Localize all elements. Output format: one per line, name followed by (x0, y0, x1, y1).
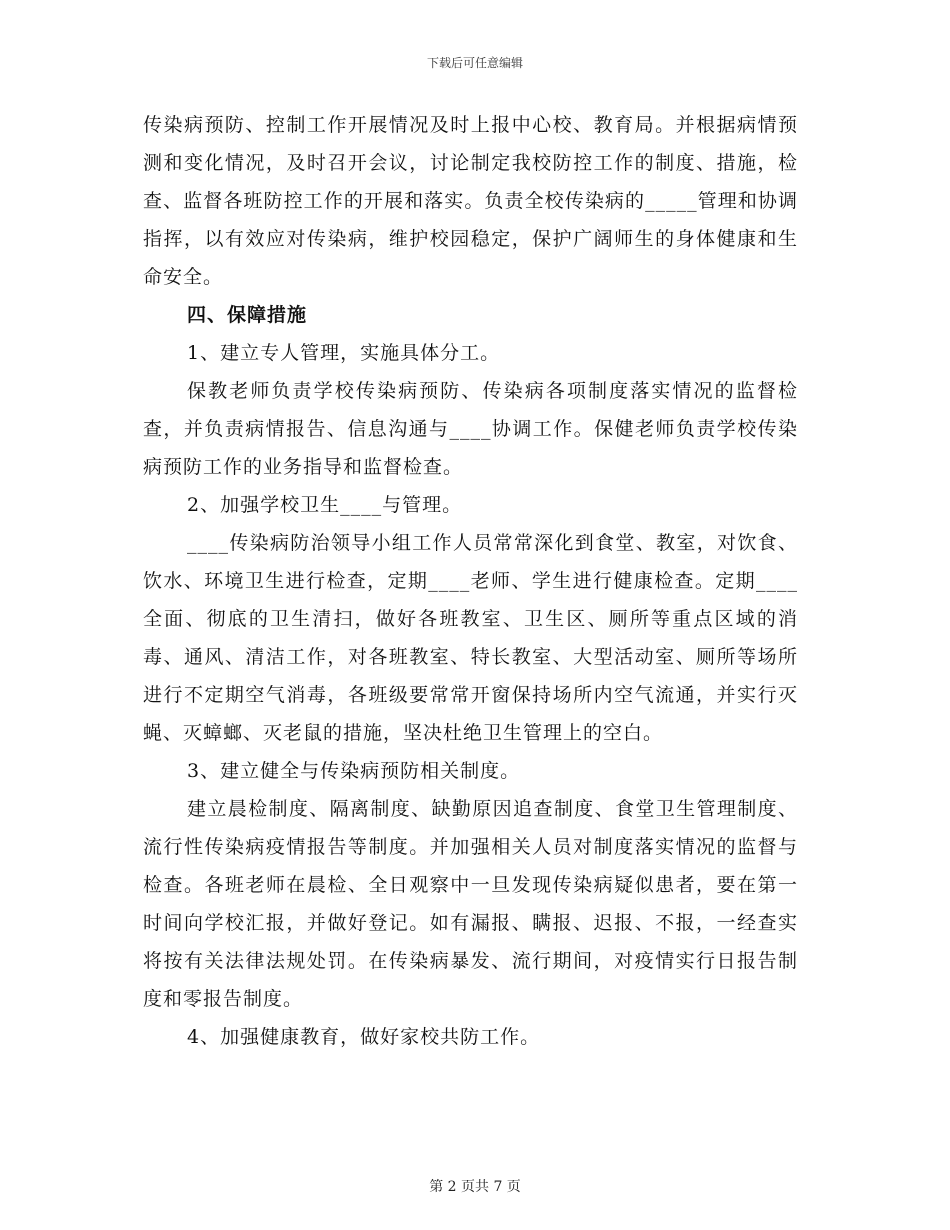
page-header: 下载后可任意编辑 (426, 56, 523, 70)
section-heading: 四、保障措施 (187, 304, 308, 326)
subheading-4: 4、加强健康教育，做好家校共防工作。 (187, 1026, 541, 1048)
document-body (143, 106, 798, 1056)
paragraph-continuation: 传染病预防、控制工作开展情况及时上报中心校、教育局。并根据病情预测和变化情况，及时召开会议，讨论制定我校防控工作的制度、措施，检查、监督各班防控工作的开展和落实。负责全校传染病的_____管理和协调指挥，以有效应对传染病，维护校园稳定，保护广阔师生的身体健康和生命安全。 (143, 114, 798, 288)
subheading-1: 1、建立专人管理，实施具体分工。 (187, 342, 501, 364)
page-number: 第 2 页共 7 页 (429, 1179, 521, 1195)
paragraph-1: 保教老师负责学校传染病预防、传染病各项制度落实情况的监督检查，并负责病情报告、信息沟通与____协调工作。保健老师负责学校传染病预防工作的业务指导和监督检查。 (143, 380, 798, 478)
paragraph-2: ____传染病防治领导小组工作人员常常深化到食堂、教室，对饮食、饮水、环境卫生进行检查，定期____老师、学生进行健康检查。定期____全面、彻底的卫生清扫，做好各班教室、卫生区、厕所等重点区域的消毒、通风、清洁工作，对各班教室、特长教室、大型活动室、厕所等场所进行不定期空气消毒，各班级要常常开窗保持场所内空气流通，并实行灭蝇、灭蟑螂、灭老鼠的措施，坚决杜绝卫生管理上的空白。 (143, 532, 798, 744)
subheading-3: 3、建立健全与传染病预防相关制度。 (187, 760, 521, 782)
subheading-2: 2、加强学校卫生____与管理。 (187, 494, 463, 516)
paragraph-3: 建立晨检制度、隔离制度、缺勤原因追查制度、食堂卫生管理制度、流行性传染病疫情报告等制度。并加强相关人员对制度落实情况的监督与检查。各班老师在晨检、全日观察中一旦发现传染病疑似患者，要在第一时间向学校汇报，并做好登记。如有漏报、瞒报、迟报、不报，一经查实将按有关法律法规处罚。在传染病暴发、流行期间，对疫情实行日报告制度和零报告制度。 (143, 798, 798, 1010)
